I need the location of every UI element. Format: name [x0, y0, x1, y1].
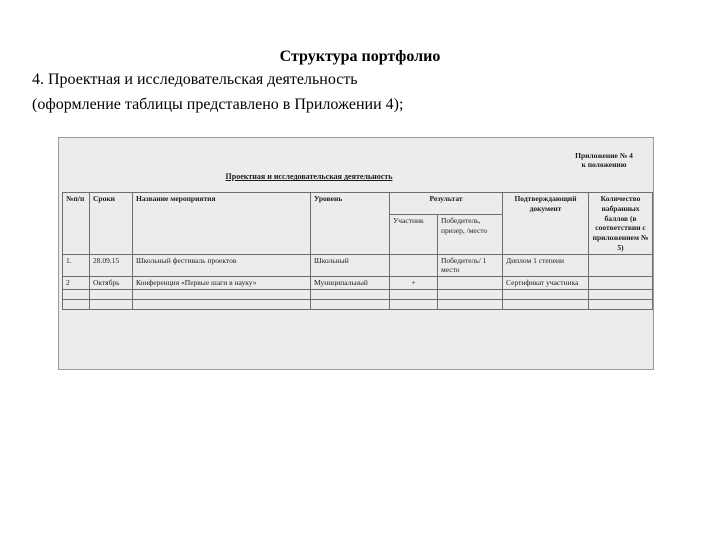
appendix-note [563, 151, 645, 170]
header-num: №п/п [63, 193, 90, 255]
cell-document: Сертификат участника [503, 277, 589, 290]
cell-level: Муниципальный [311, 277, 390, 290]
cell-dates: Октябрь [90, 277, 133, 290]
table-row [63, 254, 653, 277]
table-row-empty [63, 299, 653, 309]
scanned-table-image [58, 137, 654, 370]
header-winner: Победитель, призер, /место [438, 215, 503, 254]
header-document: Подтверждающий документ [503, 193, 589, 255]
header-points: Количество набранных баллов (в соответствии с приложением № 5) [589, 193, 653, 255]
cell-participant [390, 254, 438, 277]
table-row-empty [63, 289, 653, 299]
table-row [63, 277, 653, 290]
activity-table [62, 192, 653, 310]
cell-participant: + [390, 277, 438, 290]
cell-points [589, 254, 653, 277]
header-level: Уровень [311, 193, 390, 255]
cell-event: Школьный фестиваль проектов [133, 254, 311, 277]
header-dates: Сроки [90, 193, 133, 255]
cell-winner: Победитель/ 1 место [438, 254, 503, 277]
appendix-number: Приложение № 4 [575, 151, 633, 160]
table-header-row [63, 193, 653, 215]
cell-event: Конференция «Первые шаги в науку» [133, 277, 311, 290]
header-result: Результат [390, 193, 503, 215]
cell-num: 1. [63, 254, 90, 277]
cell-level: Школьный [311, 254, 390, 277]
cell-points [589, 277, 653, 290]
table-title: Проектная и исследовательская деятельность [225, 172, 393, 181]
section-note: (оформление таблицы представлено в Приложении 4); [32, 96, 404, 113]
cell-dates: 28.09.15 [90, 254, 133, 277]
header-event: Название мероприятия [133, 193, 311, 255]
appendix-ref: к положению [581, 160, 627, 170]
page-title: Структура портфолио [279, 48, 441, 65]
section-line: 4. Проектная и исследовательская деятельность [32, 71, 358, 88]
cell-document: Диплом 1 степени [503, 254, 589, 277]
header-participant: Участник [390, 215, 438, 254]
cell-num: 2 [63, 277, 90, 290]
cell-winner [438, 277, 503, 290]
